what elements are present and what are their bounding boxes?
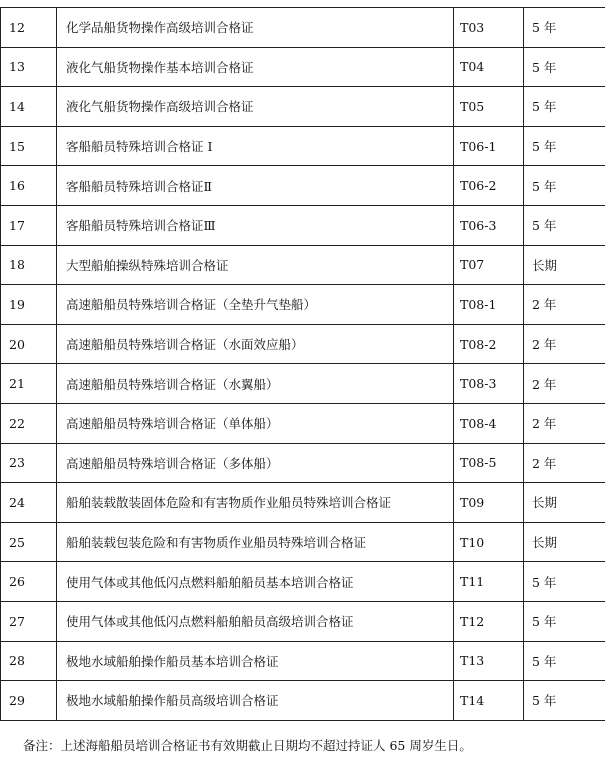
validity-term: 5 年 [524, 205, 605, 245]
validity-term: 5 年 [524, 562, 605, 602]
row-number: 28 [1, 641, 57, 681]
row-number: 23 [1, 443, 57, 483]
table-row [1, 87, 605, 127]
certificate-name: 船舶装载包装危险和有害物质作业船员特殊培训合格证 [57, 522, 454, 562]
table-row [1, 562, 605, 602]
table-row [1, 285, 605, 325]
table-row [1, 364, 605, 404]
certificate-name: 极地水域船舶操作船员基本培训合格证 [57, 641, 454, 681]
validity-term: 5 年 [524, 681, 605, 721]
validity-term: 长期 [524, 245, 605, 285]
table-row [1, 681, 605, 721]
table-row [1, 403, 605, 443]
certificate-code: T06-1 [454, 126, 524, 166]
row-number: 22 [1, 403, 57, 443]
certificate-code: T09 [454, 483, 524, 523]
validity-term: 2 年 [524, 324, 605, 364]
certificate-name: 高速船船员特殊培训合格证（全垫升气垫船） [57, 285, 454, 325]
table-row [1, 166, 605, 206]
certificate-code: T08-3 [454, 364, 524, 404]
certificate-name: 高速船船员特殊培训合格证（水面效应船） [57, 324, 454, 364]
validity-term: 5 年 [524, 601, 605, 641]
row-number: 21 [1, 364, 57, 404]
certificate-name: 高速船船员特殊培训合格证（单体船） [57, 403, 454, 443]
table-row [1, 245, 605, 285]
validity-term: 长期 [524, 483, 605, 523]
certificate-table-body [1, 8, 605, 721]
validity-term: 5 年 [524, 47, 605, 87]
row-number: 19 [1, 285, 57, 325]
validity-term: 2 年 [524, 364, 605, 404]
table-row [1, 126, 605, 166]
row-number: 15 [1, 126, 57, 166]
certificate-code: T06-3 [454, 205, 524, 245]
table-row [1, 47, 605, 87]
certificate-code: T08-2 [454, 324, 524, 364]
row-number: 17 [1, 205, 57, 245]
table-row [1, 641, 605, 681]
table-row [1, 483, 605, 523]
certificate-name: 极地水域船舶操作船员高级培训合格证 [57, 681, 454, 721]
certificate-name: 高速船船员特殊培训合格证（多体船） [57, 443, 454, 483]
table-row [1, 324, 605, 364]
row-number: 27 [1, 601, 57, 641]
row-number: 26 [1, 562, 57, 602]
row-number: 12 [1, 8, 57, 48]
row-number: 25 [1, 522, 57, 562]
validity-term: 5 年 [524, 8, 605, 48]
certificate-name: 客船船员特殊培训合格证Ⅱ [57, 166, 454, 206]
validity-term: 2 年 [524, 443, 605, 483]
table-row [1, 601, 605, 641]
certificate-code: T03 [454, 8, 524, 48]
certificate-table [0, 7, 605, 721]
certificate-name: 大型船舶操纵特殊培训合格证 [57, 245, 454, 285]
certificate-name: 船舶装载散装固体危险和有害物质作业船员特殊培训合格证 [57, 483, 454, 523]
row-number: 18 [1, 245, 57, 285]
certificate-code: T14 [454, 681, 524, 721]
row-number: 14 [1, 87, 57, 127]
certificate-code: T08-5 [454, 443, 524, 483]
row-number: 13 [1, 47, 57, 87]
certificate-name: 客船船员特殊培训合格证 I [57, 126, 454, 166]
certificate-code: T04 [454, 47, 524, 87]
row-number: 29 [1, 681, 57, 721]
footnote: 备注：上述海船船员培训合格证书有效期截止日期均不超过持证人 65 周岁生日。 [23, 738, 472, 753]
row-number: 16 [1, 166, 57, 206]
certificate-code: T13 [454, 641, 524, 681]
validity-term: 2 年 [524, 285, 605, 325]
row-number: 24 [1, 483, 57, 523]
certificate-code: T08-1 [454, 285, 524, 325]
certificate-name: 使用气体或其他低闪点燃料船舶船员高级培训合格证 [57, 601, 454, 641]
certificate-code: T05 [454, 87, 524, 127]
table-row [1, 522, 605, 562]
validity-term: 长期 [524, 522, 605, 562]
validity-term: 2 年 [524, 403, 605, 443]
certificate-name: 客船船员特殊培训合格证Ⅲ [57, 205, 454, 245]
certificate-code: T08-4 [454, 403, 524, 443]
row-number: 20 [1, 324, 57, 364]
certificate-code: T07 [454, 245, 524, 285]
certificate-code: T12 [454, 601, 524, 641]
certificate-code: T11 [454, 562, 524, 602]
validity-term: 5 年 [524, 126, 605, 166]
certificate-name: 高速船船员特殊培训合格证（水翼船） [57, 364, 454, 404]
certificate-name: 液化气船货物操作基本培训合格证 [57, 47, 454, 87]
certificate-name: 使用气体或其他低闪点燃料船舶船员基本培训合格证 [57, 562, 454, 602]
validity-term: 5 年 [524, 641, 605, 681]
certificate-code: T10 [454, 522, 524, 562]
table-row [1, 443, 605, 483]
validity-term: 5 年 [524, 166, 605, 206]
certificate-name: 液化气船货物操作高级培训合格证 [57, 87, 454, 127]
certificate-name: 化学品船货物操作高级培训合格证 [57, 8, 454, 48]
validity-term: 5 年 [524, 87, 605, 127]
table-row [1, 8, 605, 48]
certificate-code: T06-2 [454, 166, 524, 206]
table-row [1, 205, 605, 245]
